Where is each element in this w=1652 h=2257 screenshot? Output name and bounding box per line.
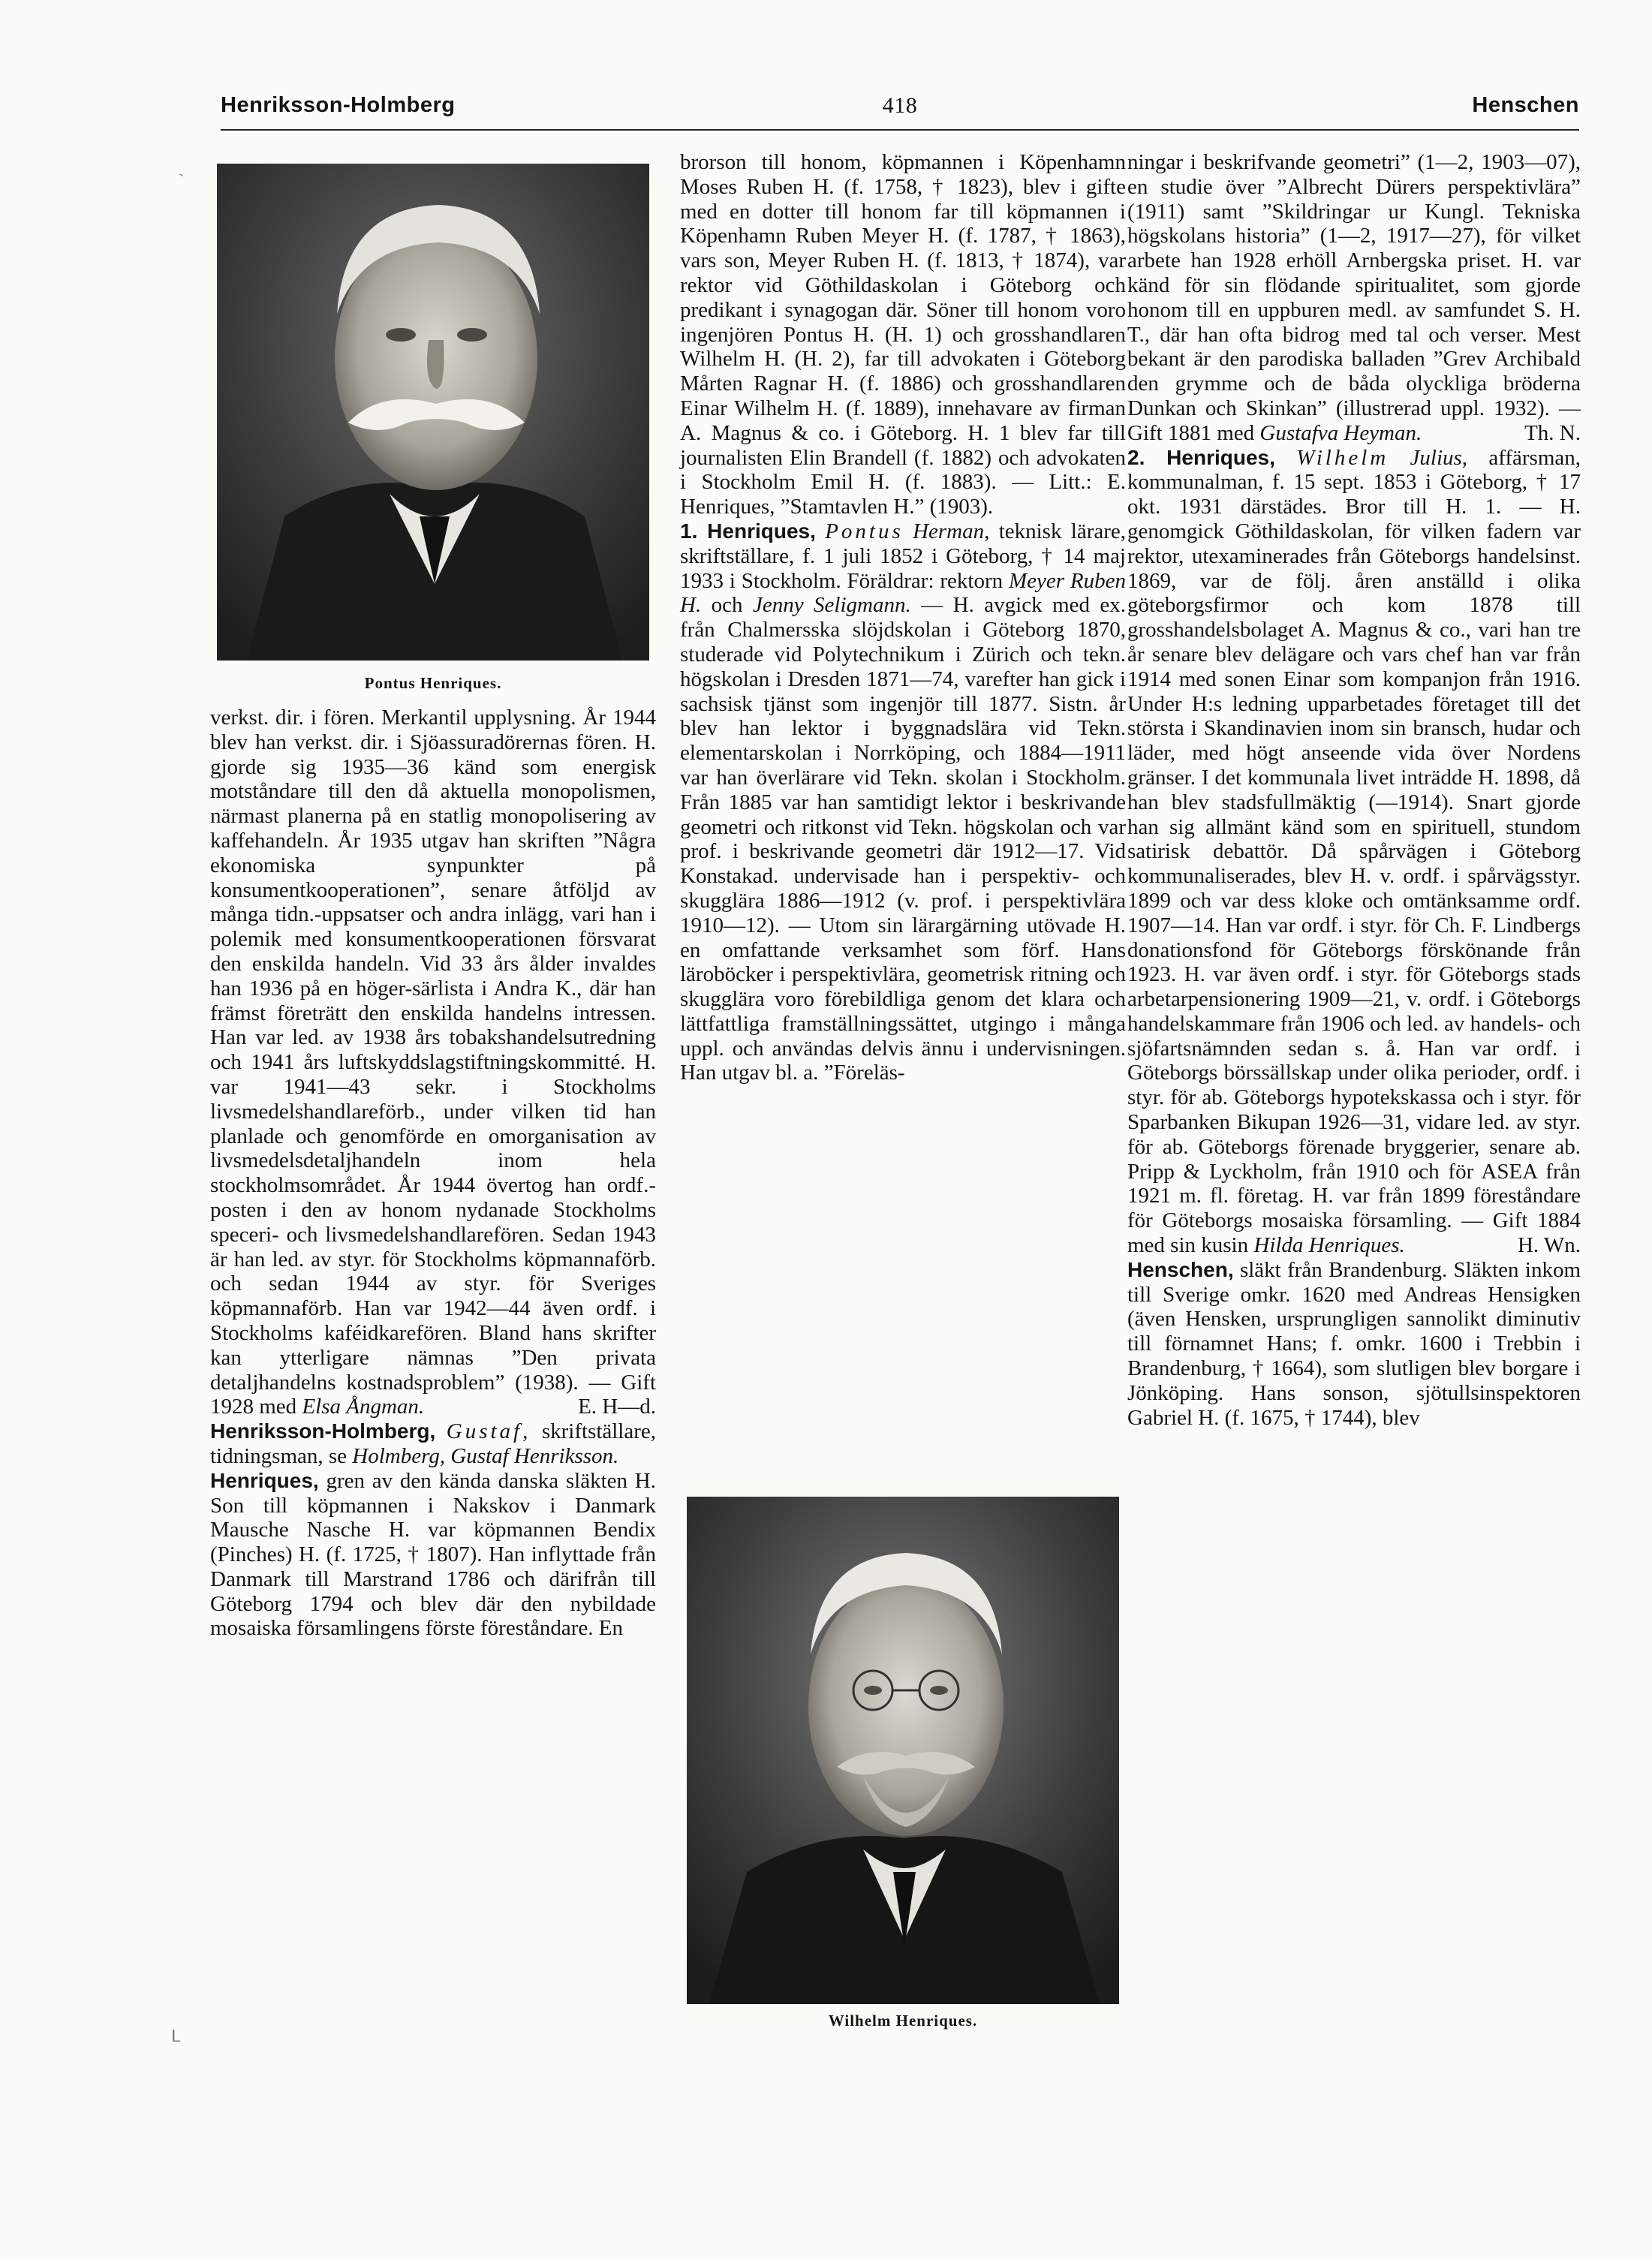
parent-name: Jenny Seligmann. [752,593,911,618]
entry-headword: Henschen, [1127,1257,1234,1281]
entry-forename: Wilhelm [1296,445,1389,470]
author-signature: E. H—d. [578,1395,656,1419]
figure-caption: Pontus Henriques. [364,674,502,692]
article-entry [210,1419,656,1469]
header-left-catchword: Henriksson-Holmberg [221,93,456,117]
article-entry [1127,1258,1581,1431]
parent-name: Meyer Ruben H. [680,568,1126,618]
paragraph-text: teknisk lärare, skriftställare, f. 1 juli 1852 i Göteborg, † 14 maj 1933 i Stockholm. Föräldrar: rektorn [680,519,1127,593]
entry-middle-name: Herman, [913,519,990,543]
paragraph-text: skriftställare, tidningsman, se [210,1419,657,1468]
header-rule [221,129,1579,131]
article-entry [210,1469,656,1642]
paragraph-text: verkst. dir. i fören. Merkantil upplysning. År 1944 blev han verkst. dir. i Sjöassuradörernas fören. H. gjorde sig 1935—36 känd som energisk motståndare till den då aktuella monopolismen, närmast planerna på en statlig monopolisering av kaffehandeln. År 1935 utgav han skriften ”Några ekonomiska synpunkter på konsumentkooperationen”, senare åtföljd av många tidn.-uppsatser och andra inlägg, vari han i polemik med konsumentkooperationen försvarat den enskilda handeln. Vid 33 års ålder invaldes han 1936 på en höger-särlista i Andra K., där han främst företrätt den enskilda handelns intressen. Han var led. av 1938 års tobakshandelsutredning och 1941 års luftskyddslagstiftningskommitté. H. var 1941—43 sekr. i Stockholms livsmedelshandlareförb., under vilken tid han planlade och genomförde en omorganisation av livsmedelsdetaljhandeln inom hela stockholmsområdet. År 1944 övertog han ordf.-posten i den av honom nydanade Stockholms speceri- och livsmedelshandlarefören. Sedan 1943 är han led. av styr. för Stockholms köpmannaförb. och sedan 1944 av styr. för Sveriges köpmannaförb. Han var 1942—44 även ordf. i Stockholms kaféidkarefören. Bland hans skrifter kan ytterligare nämnas ”Den privata detaljhandelns kostnadsproblem” (1938). — Gift 1928 med [210,706,656,1419]
portrait-photo-pontus [217,164,649,661]
paragraph-text: släkt från Brandenburg. Släkten inkom till Sverige omkr. 1620 med Andreas Hensigken (även Hensken, ursprungligen sannolikt diminutiv till förnamnet Hans; f. omkr. 1600 i Trebbin i Brandenburg, † 1664), som slutligen blev borgare i Jönköping. Hans sonson, sjötullsinspektoren Gabriel H. (f. 1675, † 1744), blev [1127,1257,1581,1430]
paragraph-text: affärsman, kommunalman, f. 15 sept. 1853 i Göteborg, † 17 okt. 1931 därstädes. Bror till H. 1. — H. genomgick Göthildaskolan, för vilken fadern var rektor, utexaminerades från Göteborgs handelsinst. 1869, var de följ. åren anställd i olika göteborgsfirmor och kom 1878 till grosshandelsbolaget A. Magnus & co., vari han tre år senare blev delägare och vars chef han var från 1914 med sonen Einar som kompanjon från 1916. Under H:s ledning upparbetades företaget till det största i Skandinavien inom sin bransch, hudar och läder, med högt anseende vida över Nordens gränser. I det kommunala livet inträdde H. 1898, då han blev stadsfullmäktig (—1914). Snart gjorde han sig allmänt känd som en spirituell, stundom satirisk debattör. Då spårvägen i Göteborg kommunaliserades, blev H. v. ordf. i spårvägsstyr. 1899 och var dess kloke och omtänksamme ordf. 1907—14. Han var ordf. i styr. för Ch. F. Lindbergs donationsfond för Göteborgs förskönande från 1923. H. var även ordf. i styr. för Göteborgs stads arbetarpensionering 1909—21, v. ordf. i Göteborgs handelskammare från 1906 och led. av handels- och sjöfartsnämnden sedan s. å. Han var ordf. i Göteborgs börssällskap under olika perioder, ordf. i styr. för ab. Göteborgs hypotekskassa och i styr. för Sparbanken Bikupan 1926—31, vidare led. av styr. för ab. Göteborgs förenade bryggerier, senare ab. Pripp & Lyckholm, från 1910 och för ASEA från 1921 m. fl. företag. H. var från 1899 föreståndare för Göteborgs mosaiska församling. — Gift 1884 med sin kusin [1127,445,1581,1258]
entry-headword: 1. Henriques, [680,519,816,543]
article-entry [1127,446,1581,1258]
portrait-illustration [687,1497,1119,2004]
entry-forename: Gustaf, [446,1419,531,1444]
spouse-name: Hilda Henriques. [1253,1233,1405,1258]
paragraph-text: ningar i beskrifvande geometri” (1—2, 1903—07), en studie över ”Albrecht Dürers perspektivlära” (1911) samt ”Skildringar ur Kungl. Tekniska högskolans historia” (1—2, 1917—27), för vilket arbete han 1928 erhöll Arnbergska priset. H. var känd för sin flödande spiritualitet, som gjorde honom till en uppburen medl. av samfundet S. H. T., där han ofta bidrog med tal och verser. Mest bekant är den parodiska balladen ”Grev Archibald den grymme och de båda olyckliga bröderna Dunkan och Skinkan” (illustrerad uppl. 1932). — Gift 1881 med [1127,150,1581,445]
text-column-2 [680,150,1126,1085]
header-right-catchword: Henschen [1472,93,1579,117]
entry-forename: Pontus [825,519,904,543]
text-column-1 [210,706,656,1641]
cross-reference: Holmberg, Gustaf Henriksson. [352,1443,619,1468]
margin-mark: ˎ [179,158,185,176]
article-entry [680,519,1126,1085]
portrait-illustration [217,164,649,661]
spouse-name: Gustafva Heyman. [1259,420,1422,445]
author-signature: H. Wn. [1517,1233,1581,1258]
paragraph-text: — H. avgick med ex. från Chalmersska slöjdskolan i Göteborg 1870, studerade vid Polytechnikum i Zürich och tekn. högskolan i Dresden 1871—74, varefter han gick i sachsisk tjänst som ingenjör till 1877. Sistn. år blev han lektor i byggnadslära vid Tekn. elementarskolan i Norrköping, och 1884—1911 var han överlärare vid Tekn. skolan i Stockholm. Från 1885 var han samtidigt lektor i beskrivande geometri och ritkonst vid Tekn. högskolan och var prof. i beskrivande geometri där 1912—17. Vid Konstakad. undervisade han i perspektiv- och skugglära 1886—1912 (v. prof. i perspektivlära 1910—12). — Utom sin lärargärning utövade H. en omfattande verksamhet som förf. Hans läroböcker i perspektivlära, geometrisk ritning och skugglära voro förebildliga genom det klara och lättfattliga framställningssättet, utgingo i många uppl. och användas delvis ännu i undervisningen. Han utgav bl. a. ”Föreläs- [680,593,1127,1085]
entry-headword: Henriques, [210,1468,319,1492]
author-signature: Th. N. [1524,420,1581,445]
margin-mark: ᒪ [171,2027,181,2045]
paragraph-text: gren av den kända danska släkten H. Son till köpmannen i Nakskov i Danmark Mausche Nasche H. var köpmannen Bendix (Pinches) H. (f. 1725, † 1807). Han inflyttade från Danmark till Marstrand 1786 och därifrån till Göteborg 1794 och blev där den nybildade mosaiska församlingens förste föreståndare. En [210,1468,656,1641]
article-text [680,150,1126,519]
text-column-3 [1127,150,1581,1430]
paragraph-text: och [711,593,743,618]
entry-headword: 2. Henriques, [1127,445,1275,469]
paragraph-text: brorson till honom, köpmannen i Köpenhamn Moses Ruben H. (f. 1758, † 1823), blev i gifte med en dotter till honom far till köpmannen i Köpenhamn Ruben Meyer H. (f. 1787, † 1863), vars son, Meyer Ruben H. (f. 1813, † 1874), var rektor vid Göthildaskolan i Göteborg och predikant i synagogan där. Söner till honom voro ingenjören Pontus H. (H. 1) och grosshandlaren Wilhelm H. (H. 2), far till advokaten i Göteborg Mårten Ragnar H. (f. 1886) och grosshandlaren Einar Wilhelm H. (f. 1889), innehavare av firman A. Magnus & co. i Göteborg. H. 1 blev far till journalisten Elin Brandell (f. 1882) och advokaten i Stockholm Emil H. (f. 1883). — Litt.: E. Henriques, ”Stamtavlen H.” (1903). [680,150,1126,519]
running-header [221,93,1579,128]
article-text [1127,150,1581,446]
portrait-photo-wilhelm [687,1497,1119,2004]
figure-caption: Wilhelm Henriques. [828,2012,978,2030]
entry-headword: Henriksson-Holmberg, [210,1419,436,1443]
spouse-name: Elsa Ångman. [302,1395,425,1419]
page-number: 418 [882,93,918,118]
article-text [210,706,656,1419]
entry-middle-name: Julius, [1410,445,1468,470]
